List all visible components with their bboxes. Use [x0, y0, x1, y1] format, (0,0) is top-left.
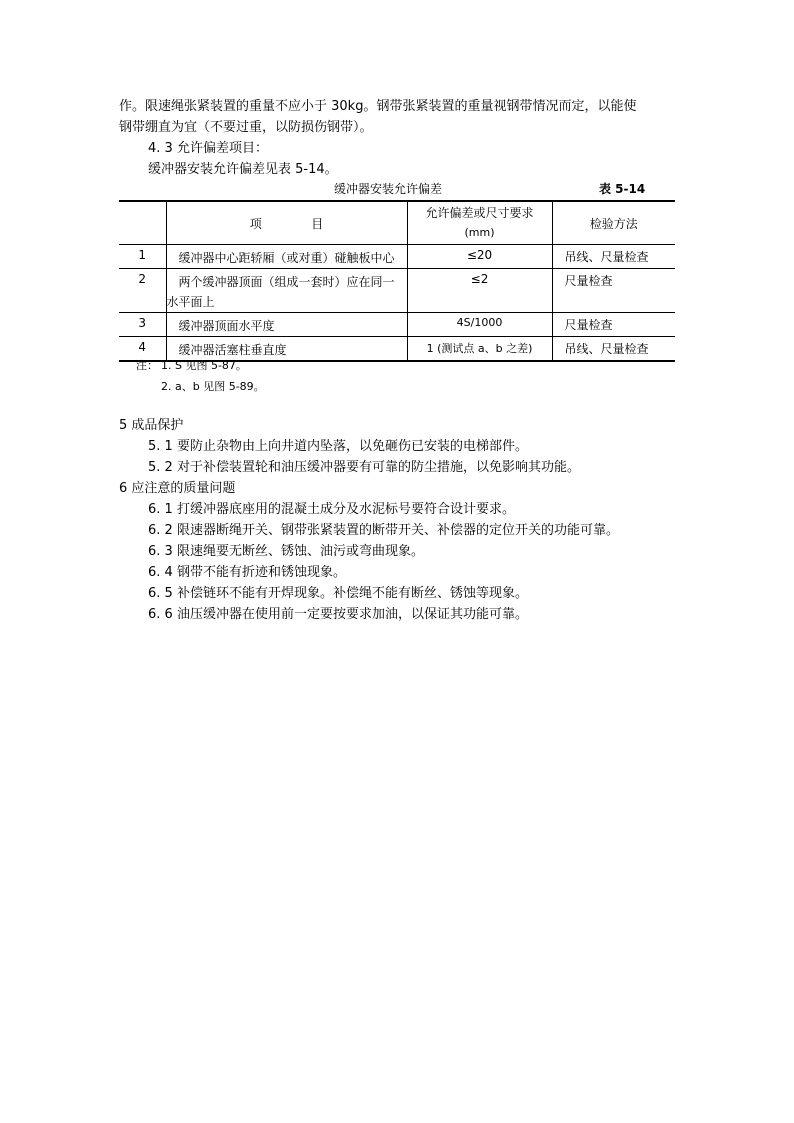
header-tolerance-unit: (mm) — [464, 226, 495, 239]
row-item: 缓冲器活塞柱垂直度 — [166, 337, 407, 362]
section-item: 6. 2 限速器断绳开关、钢带张紧装置的断带开关、补偿器的定位开关的功能可靠。 — [148, 523, 619, 538]
header-no — [119, 201, 166, 245]
row-method: 尺量检查 — [552, 313, 675, 337]
header-tolerance — [407, 201, 552, 245]
table-header-row — [119, 201, 675, 245]
row-tolerance: 1 (测试点 a、b 之差) — [407, 337, 552, 362]
row-method: 吊线、尺量检查 — [552, 337, 675, 362]
table-row — [119, 245, 675, 269]
section-heading: 5 成品保护 — [119, 418, 184, 433]
section-heading: 6 应注意的质量问题 — [119, 481, 236, 496]
header-tolerance-label: 允许偏差或尺寸要求 — [425, 206, 534, 220]
section-item: 6. 6 油压缓冲器在使用前一定要按要求加油，以保证其功能可靠。 — [148, 607, 528, 622]
section-item: 6. 4 钢带不能有折迹和锈蚀现象。 — [148, 565, 346, 580]
paragraph-line: 作。限速绳张紧装置的重量不应小于 30kg。钢带张紧装置的重量视钢带情况而定，以能使 — [119, 99, 637, 114]
row-tolerance: 4S/1000 — [407, 313, 552, 337]
row-item: 两个缓冲器顶面（组成一套时）应在同一水平面上 — [166, 269, 407, 313]
section-item: 5. 2 对于补偿装置轮和油压缓冲器要有可靠的防尘措施，以免影响其功能。 — [148, 460, 580, 475]
row-item: 缓冲器顶面水平度 — [166, 313, 407, 337]
row-item: 缓冲器中心距轿厢（或对重）碰触板中心 — [166, 245, 407, 269]
table-row — [119, 269, 675, 313]
section-item: 5. 1 要防止杂物由上向井道内坠落，以免砸伤已安装的电梯部件。 — [148, 439, 528, 454]
tolerance-table — [119, 200, 675, 362]
section-item: 6. 3 限速绳要无断丝、锈蚀、油污或弯曲现象。 — [148, 544, 424, 559]
row-no: 4 — [119, 337, 166, 362]
row-method: 吊线、尺量检查 — [552, 245, 675, 269]
table-caption-title: 缓冲器安装允许偏差 — [334, 182, 443, 196]
row-no: 3 — [119, 313, 166, 337]
note-item: 1. S 见图 5-87。 — [161, 359, 247, 372]
header-method: 检验方法 — [552, 201, 675, 245]
note-item: 2. a、b 见图 5-89。 — [161, 380, 265, 393]
row-tolerance: ≤20 — [407, 245, 552, 269]
row-tolerance: ≤2 — [407, 269, 552, 313]
table-row — [119, 313, 675, 337]
section-item: 6. 1 打缓冲器底座用的混凝土成分及水泥标号要符合设计要求。 — [148, 502, 515, 517]
subsection-heading: 4. 3 允许偏差项目： — [148, 141, 268, 156]
header-item: 项 目 — [166, 201, 407, 245]
row-no: 2 — [119, 269, 166, 313]
paragraph-line: 钢带绷直为宜（不要过重，以防损伤钢带）。 — [119, 120, 373, 135]
row-no: 1 — [119, 245, 166, 269]
subsection-text: 缓冲器安装允许偏差见表 5-14。 — [148, 162, 338, 177]
section-item: 6. 5 补偿链环不能有开焊现象。补偿绳不能有断丝、锈蚀等现象。 — [148, 586, 528, 601]
table-caption-number: 表 5-14 — [599, 182, 646, 196]
row-method: 尺量检查 — [552, 269, 675, 313]
note-label: 注： — [136, 359, 158, 372]
